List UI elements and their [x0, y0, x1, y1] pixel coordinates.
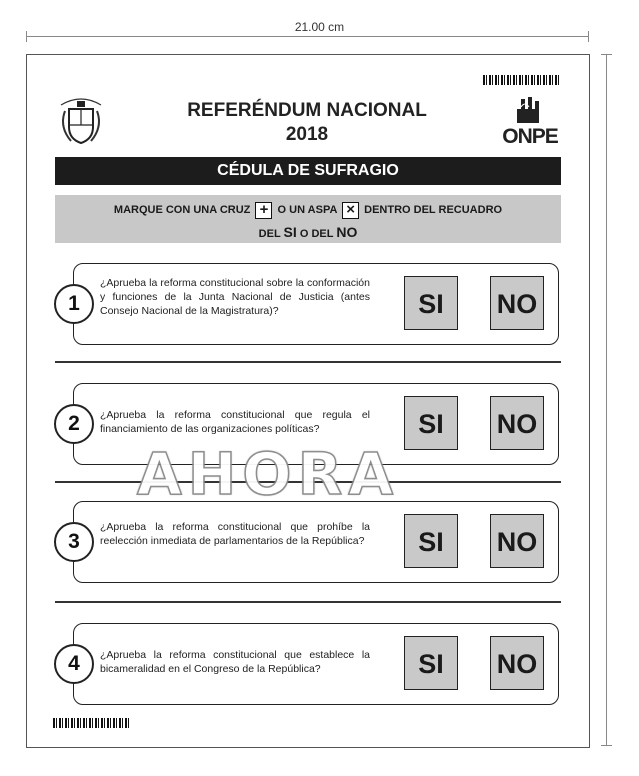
instructions-del: DEL: [258, 228, 281, 240]
title-line-2: 2018: [285, 124, 329, 145]
divider: [55, 601, 561, 603]
vote-si-box[interactable]: SI: [404, 514, 458, 568]
title-line-1: REFERÉNDUM NACIONAL: [187, 100, 427, 121]
question-text: ¿Aprueba la reforma constitucional que prohíbe la reelección inmediata de parlamentarios de la República?: [100, 521, 370, 547]
question-number: 1: [54, 284, 94, 324]
divider: [55, 361, 561, 363]
aspa-example-icon: ×: [342, 202, 359, 219]
instructions-no: NO: [336, 224, 358, 240]
question-text: ¿Aprueba la reforma constitucional sobre la conformación y funciones de la Junta Nacional de Justicia (antes Consejo Nacional de la Magistratura)?: [100, 277, 370, 317]
ballot-sheet: [26, 54, 590, 748]
instructions-part-3: DENTRO DEL RECUADRO: [364, 204, 503, 216]
question-card-1: [68, 263, 559, 345]
vote-si-box[interactable]: SI: [404, 276, 458, 330]
cross-example-icon: +: [255, 202, 272, 219]
barcode-bottom: [53, 718, 131, 728]
vote-no-box[interactable]: NO: [490, 396, 544, 450]
instructions-part-1: MARQUE CON UNA CRUZ: [113, 204, 251, 216]
instructions-si: SI: [283, 224, 297, 240]
barcode-top: [483, 75, 561, 85]
question-text: ¿Aprueba la reforma constitucional que regula el financiamiento de las organizaciones políticas?: [100, 409, 370, 435]
vote-si-box[interactable]: SI: [404, 636, 458, 690]
width-dimension-label: 21.00 cm: [294, 20, 345, 34]
instructions-part-2: O UN ASPA: [277, 204, 338, 216]
question-card-4: [68, 623, 559, 705]
question-number: 3: [54, 522, 94, 562]
peru-coat-of-arms-icon: [55, 91, 107, 151]
onpe-logo: [495, 93, 565, 149]
vote-no-box[interactable]: NO: [490, 514, 544, 568]
instructions-line-2: [55, 221, 561, 245]
instructions-line-1: [55, 199, 561, 221]
voting-instructions: [55, 195, 561, 243]
vote-no-box[interactable]: NO: [490, 636, 544, 690]
height-dimension-line: [606, 54, 607, 746]
ballot-heading: CÉDULA DE SUFRAGIO: [55, 157, 561, 185]
onpe-logo-text: ONPE: [502, 125, 558, 148]
question-text: ¿Aprueba la reforma constitucional que establece la bicameralidad en el Congreso de la República?: [100, 649, 370, 675]
width-dimension-line: [26, 36, 589, 37]
vote-no-box[interactable]: NO: [490, 276, 544, 330]
question-card-3: [68, 501, 559, 583]
vote-si-box[interactable]: SI: [404, 396, 458, 450]
ballot-title: [147, 99, 467, 147]
instructions-o-del: O DEL: [299, 228, 334, 240]
question-number: 2: [54, 404, 94, 444]
question-number: 4: [54, 644, 94, 684]
onpe-ballot-hand-icon: [495, 93, 565, 125]
watermark: AHORA: [136, 440, 400, 508]
